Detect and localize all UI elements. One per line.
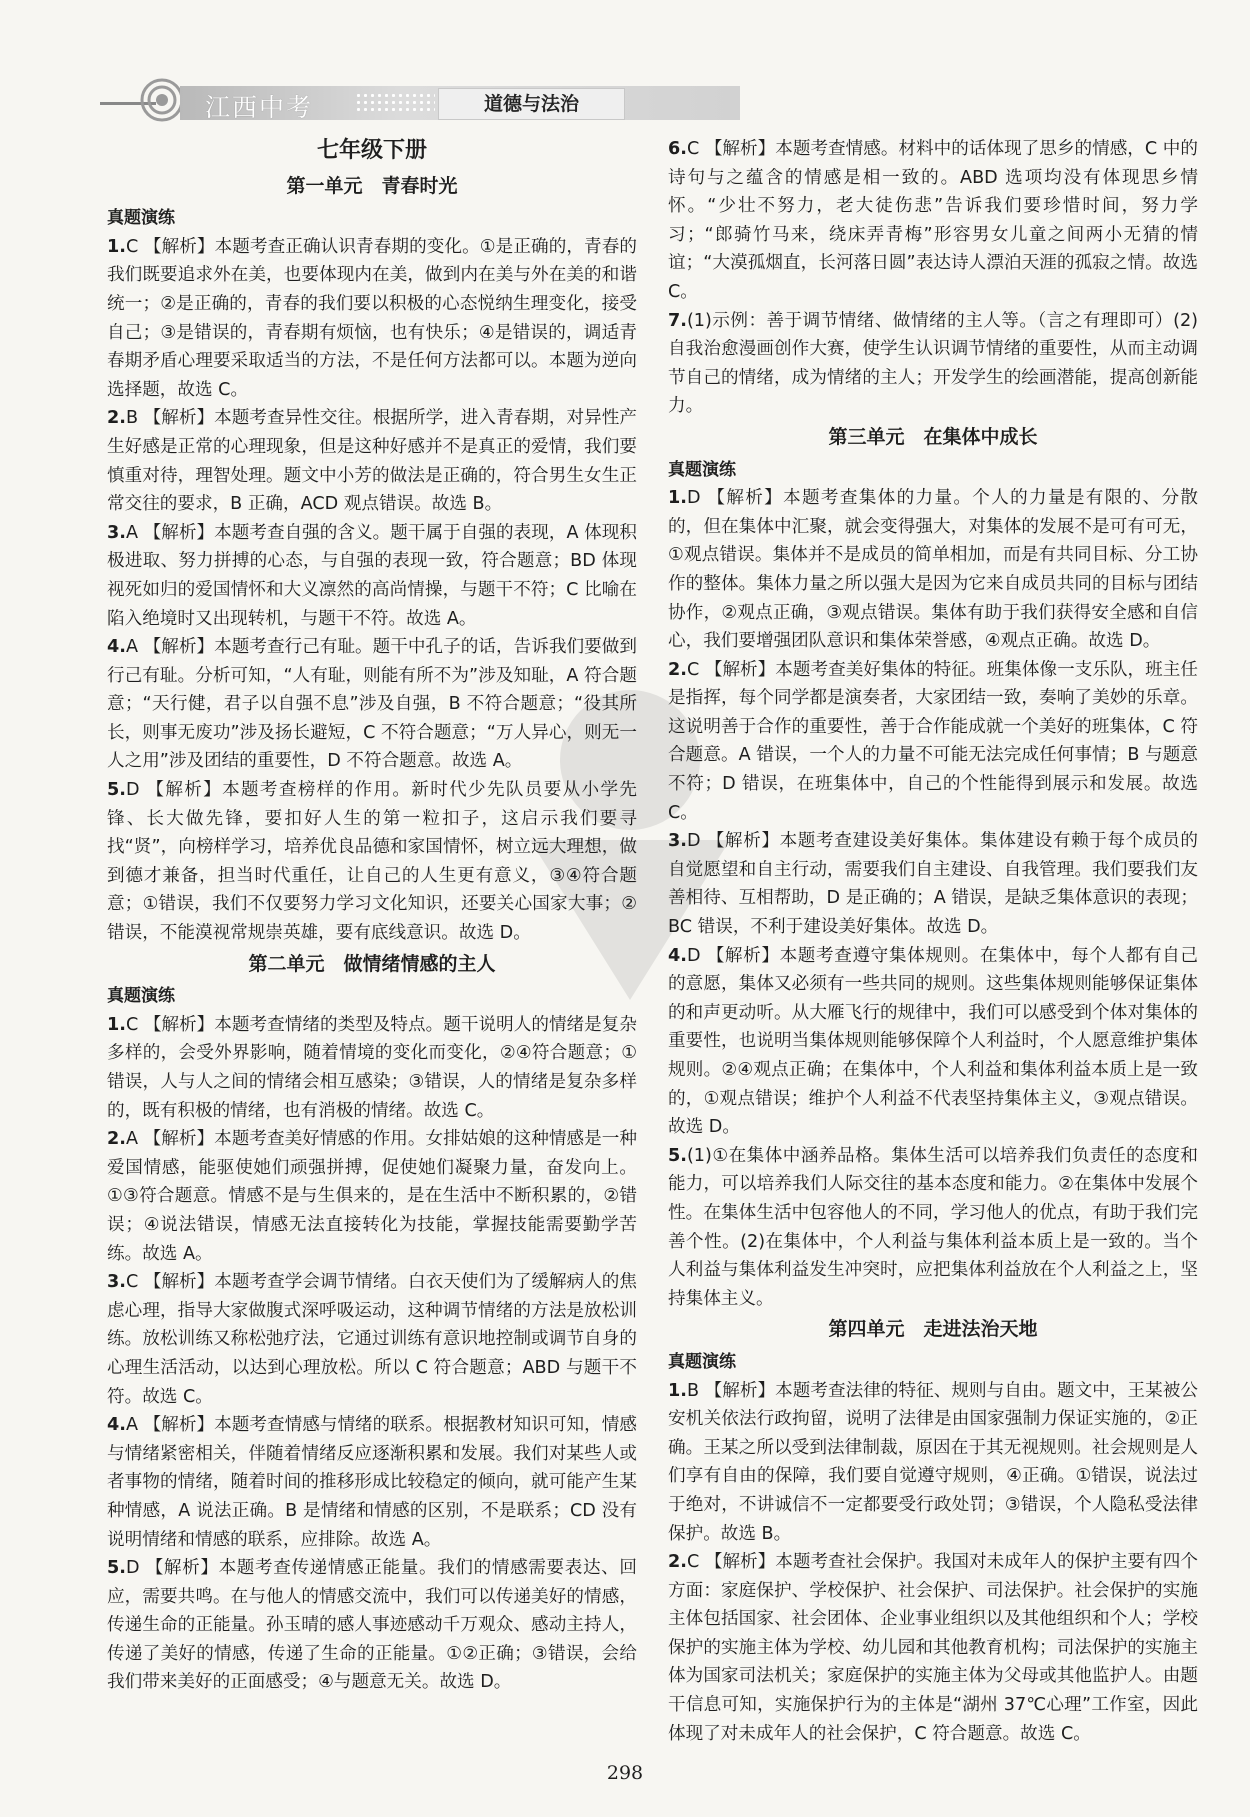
series-title: 江西中考 bbox=[205, 93, 314, 122]
answer-item bbox=[668, 135, 1198, 307]
dots-decoration bbox=[355, 92, 435, 112]
item-number: 2. bbox=[668, 1552, 687, 1573]
item-text: A 【解析】本题考查情感与情绪的联系。根据教材知识可知，情感与情绪紧密相关，伴随着情绪反应逐渐积累和发展。我们对某些人或者事物的情绪，随着时间的推移形成比较稳定的倾向，就可能产生某种情感，A 说法正确。B 是情绪和情感的区别，不是联系；CD 没有说明情绪和情感的联系，应排除。故选 A。 bbox=[107, 1415, 637, 1550]
item-text: C 【解析】本题考查情绪的类型及特点。题干说明人的情绪是复杂多样的，会受外界影响，随着情境的变化而变化，②④符合题意；①错误，人与人之间的情绪会相互感染；③错误，人的情绪是复杂多样的，既有积极的情绪，也有消极的情绪。故选 C。 bbox=[107, 1014, 637, 1121]
item-text: C 【解析】本题考查正确认识青春期的变化。①是正确的，青春的我们既要追求外在美，也要体现内在美，做到内在美与外在美的和谐统一；②是正确的，青春的我们要以积极的心态悦纳生理变化，接受自己；③是错误的，青春期有烦恼，也有快乐；④是错误的，调适青春期矛盾心理要采取适当的方法，不是任何方法都可以。本题为逆向选择题，故选 C。 bbox=[107, 236, 637, 400]
item-text: A 【解析】本题考查行己有耻。题干中孔子的话，告诉我们要做到行己有耻。分析可知，“人有耻，则能有所不为”涉及知耻，A 符合题意；“天行健，君子以自强不息”涉及自强，B 不符合题意；“役其所长，则事无废功”涉及扬长避短，C 不符合题意；“万人异心，则无一人之用”涉及团结的重要性，D 不符合题意。故选 A。 bbox=[107, 637, 637, 772]
answer-item bbox=[668, 307, 1198, 421]
left-column bbox=[107, 135, 637, 1697]
unit-title: 第二单元 做情绪情感的主人 bbox=[248, 952, 496, 975]
unit-title: 第四单元 走进法治天地 bbox=[828, 1318, 1038, 1341]
item-number: 1. bbox=[107, 1014, 126, 1035]
item-text: B 【解析】本题考查异性交往。根据所学，进入青春期，对异性产生好感是正常的心理现象，但是这种好感并不是真正的爱情，我们要慎重对待，理智处理。题文中小芳的做法是正确的，符合男生女生正常交往的要求，B 正确，ACD 观点错误。故选 B。 bbox=[107, 408, 637, 515]
answer-item bbox=[107, 776, 637, 948]
answer-item bbox=[668, 1377, 1198, 1549]
answer-item bbox=[107, 1268, 637, 1411]
item-number: 3. bbox=[107, 522, 126, 543]
item-text: D 【解析】本题考查遵守集体规则。在集体中，每个人都有自己的意愿，集体又必须有一些共同的规则。这些集体规则能够保证集体的和声更动听。从大雁飞行的规律中，我们可以感受到个体对集体的重要性，也说明当集体规则能够保障个人利益时，个人愿意维护集体规则。②④观点正确；在集体中，个人利益和集体利益本质上是一致的，①观点错误；维护个人利益不代表坚持集体主义，③观点错误。故选 D。 bbox=[668, 945, 1198, 1138]
answer-item bbox=[107, 519, 637, 633]
item-text: D 【解析】本题考查集体的力量。个人的力量是有限的、分散的，但在集体中汇聚，就会变得强大，对集体的发展不是可有可无，①观点错误。集体并不是成员的简单相加，而是有共同目标、分工协作的整体。集体力量之所以强大是因为它来自成员共同的目标与团结协作，②观点正确，③观点错误。集体有助于我们获得安全感和自信心，我们要增强团队意识和集体荣誉感，④观点正确。故选 D。 bbox=[668, 488, 1198, 652]
item-number: 1. bbox=[107, 236, 126, 257]
item-text: D 【解析】本题考查建设美好集体。集体建设有赖于每个成员的自觉愿望和自主行动，需要我们自主建设、自我管理。我们要我们友善相待、互相帮助，D 是正确的；A 错误，是缺乏集体意识的表现；BC 错误，不利于建设美好集体。故选 D。 bbox=[668, 831, 1198, 938]
item-text: C 【解析】本题考查情感。材料中的话体现了思乡的情感，C 中的诗句与之蕴含的情感是相一致的。ABD 选项均没有体现思乡情怀。“少壮不努力，老大徒伤悲”告诉我们要珍惜时间，努力学习；“郎骑竹马来，绕床弄青梅”形容男女儿童之间两小无猜的情谊；“大漠孤烟直，长河落日圆”表达诗人漂泊天涯的孤寂之情。故选 C。 bbox=[668, 139, 1198, 302]
item-text: (1)示例：善于调节情绪、做情绪的主人等。（言之有理即可）(2)自我治愈漫画创作大赛，使学生认识调节情绪的重要性，从而主动调节自己的情绪，成为情绪的主人；开发学生的绘画潜能，提高创新能力。 bbox=[668, 310, 1198, 417]
volume-title: 七年级下册 bbox=[316, 138, 427, 163]
item-number: 1. bbox=[668, 488, 687, 509]
answer-item bbox=[668, 656, 1198, 828]
item-text: C 【解析】本题考查社会保护。我国对未成年人的保护主要有四个方面：家庭保护、学校保护、社会保护、司法保护。社会保护的实施主体包括国家、社会团体、企业事业组织以及其他组织和个人；学校保护的实施主体为学校、幼儿园和其他教育机构；司法保护的实施主体为国家司法机关；家庭保护的实施主体为父母或其他监护人。由题干信息可知，实施保护行为的主体是“湖州 37℃心理”工作室，因此体现了对未成年人的社会保护，C 符合题意。故选 C。 bbox=[668, 1552, 1198, 1744]
item-number: 4. bbox=[107, 637, 126, 658]
item-number: 5. bbox=[668, 1145, 687, 1166]
item-text: C 【解析】本题考查学会调节情绪。白衣天使们为了缓解病人的焦虑心理，指导大家做腹式深呼吸运动，这种调节情绪的方法是放松训练。放松训练又称松弛疗法，它通过训练有意识地控制或调节自身的心理生活活动，以达到心理放松。所以 C 符合题意；ABD 与题干不符。故选 C。 bbox=[107, 1272, 637, 1407]
item-number: 2. bbox=[668, 659, 687, 680]
answer-item bbox=[107, 1125, 637, 1268]
answer-item bbox=[107, 633, 637, 776]
practice-heading: 真题演练 bbox=[107, 986, 175, 1007]
item-number: 3. bbox=[668, 831, 687, 852]
practice-heading: 真题演练 bbox=[107, 208, 175, 229]
item-text: A 【解析】本题考查美好情感的作用。女排姑娘的这种情感是一种爱国情感，能驱使她们顽强拼搏，促使她们凝聚力量，奋发向上。①③符合题意。情感不是与生俱来的，是在生活中不断积累的，②错误；④说法错误，情感无法直接转化为技能，掌握技能需要勤学苦练。故选 A。 bbox=[107, 1129, 637, 1264]
item-number: 5. bbox=[107, 1558, 126, 1579]
right-column bbox=[668, 135, 1198, 1748]
answer-item bbox=[668, 827, 1198, 941]
page-number: 298 bbox=[606, 1762, 644, 1784]
item-number: 1. bbox=[668, 1380, 687, 1401]
item-number: 3. bbox=[107, 1272, 126, 1293]
item-text: (1)①在集体中涵养品格。集体生活可以培养我们负责任的态度和能力，可以培养我们人际交往的基本态度和能力。②在集体中发展个性。在集体生活中包容他人的不同，学习他人的优点，有助于我们完善个性。(2)在集体中，个人利益与集体利益本质上是一致的。当个人利益与集体利益发生冲突时，应把集体利益放在个人利益之上，坚持集体主义。 bbox=[668, 1145, 1198, 1309]
item-number: 4. bbox=[107, 1415, 126, 1436]
item-number: 2. bbox=[107, 408, 126, 429]
unit-title: 第一单元 青春时光 bbox=[286, 174, 458, 197]
item-number: 5. bbox=[107, 780, 126, 801]
subject-label: 道德与法治 bbox=[438, 88, 625, 120]
answer-item bbox=[668, 1548, 1198, 1748]
item-number: 2. bbox=[107, 1129, 126, 1150]
answer-item bbox=[668, 942, 1198, 1142]
item-number: 4. bbox=[668, 945, 687, 966]
item-text: D 【解析】本题考查榜样的作用。新时代少先队员要从小学先锋、长大做先锋，要扣好人生的第一粒扣子，这启示我们要寻找“贤”，向榜样学习，培养优良品德和家国情怀，树立远大理想，做到德才兼备，担当时代重任，让自己的人生更有意义，③④符合题意；①错误，我们不仅要努力学习文化知识，还要关心国家大事；②错误，不能漠视常规崇英雄，要有底线意识。故选 D。 bbox=[107, 780, 637, 944]
unit-title: 第三单元 在集体中成长 bbox=[828, 425, 1038, 448]
answer-item bbox=[107, 1554, 637, 1697]
answer-item bbox=[668, 484, 1198, 656]
item-number: 7. bbox=[668, 310, 687, 331]
item-text: B 【解析】本题考查法律的特征、规则与自由。题文中，王某被公安机关依法行政拘留，说明了法律是由国家强制力保证实施的，②正确。王某之所以受到法律制裁，原因在于其无视规则。社会规则是人们享有自由的保障，我们要自觉遵守规则，④正确。①错误，说法过于绝对，不讲诚信不一定都要受行政处罚；③错误，个人隐私受法律保护。故选 B。 bbox=[668, 1380, 1198, 1544]
item-text: C 【解析】本题考查美好集体的特征。班集体像一支乐队，班主任是指挥，每个同学都是演奏者，大家团结一致，奏响了美妙的乐章。这说明善于合作的重要性，善于合作能成就一个美好的班集体，C 符合题意。A 错误，一个人的力量不可能无法完成任何事情；B 与题意不符；D 错误，在班集体中，自己的个性能得到展示和发展。故选 C。 bbox=[668, 659, 1198, 823]
answer-item bbox=[107, 1011, 637, 1125]
answer-item bbox=[668, 1142, 1198, 1314]
answer-item bbox=[107, 404, 637, 518]
page-header bbox=[100, 78, 650, 122]
target-arrow-icon bbox=[140, 78, 184, 122]
answer-item bbox=[107, 233, 637, 405]
practice-heading: 真题演练 bbox=[668, 1351, 736, 1372]
item-number: 6. bbox=[668, 139, 687, 159]
practice-heading: 真题演练 bbox=[668, 459, 736, 480]
item-text: A 【解析】本题考查自强的含义。题干属于自强的表现，A 体现积极进取、努力拼搏的心态，与自强的表现一致，符合题意；BD 体现视死如归的爱国情怀和大义凛然的高尚情操，与题干不符；C 比喻在陷入绝境时又出现转机，与题干不符。故选 A。 bbox=[107, 522, 637, 629]
answer-item bbox=[107, 1411, 637, 1554]
item-text: D 【解析】本题考查传递情感正能量。我们的情感需要表达、回应，需要共鸣。在与他人的情感交流中，我们可以传递美好的情感，传递生命的正能量。孙玉晴的感人事迹感动千万观众、感动主持人，传递了美好的情感，传递了生命的正能量。①②正确；③错误，会给我们带来美好的正面感受；④与题意无关。故选 D。 bbox=[107, 1558, 637, 1693]
